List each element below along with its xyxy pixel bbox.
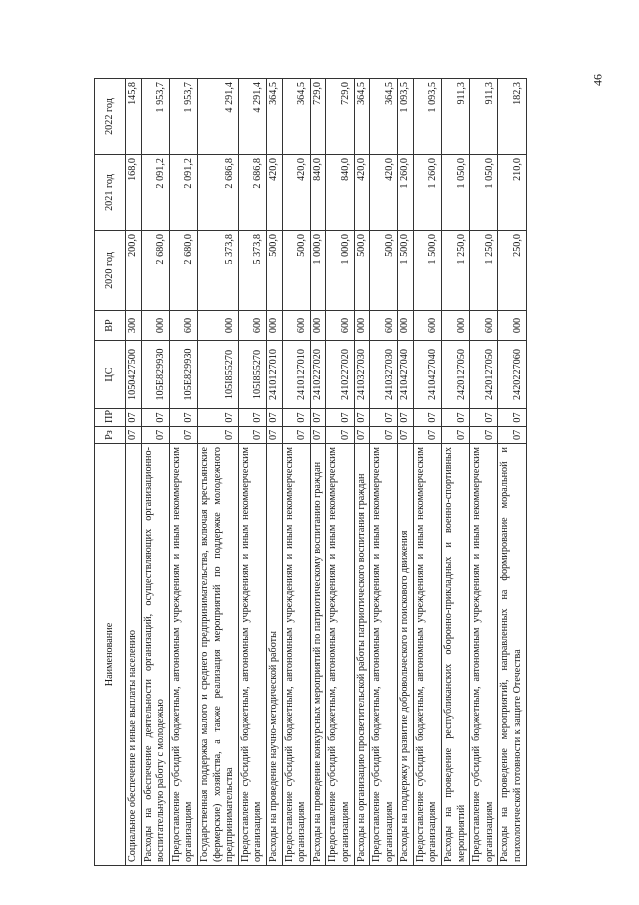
cell-2022: 182,3	[498, 79, 526, 155]
header-cs: ЦС	[95, 341, 126, 409]
table-row	[310, 79, 326, 866]
cell-2020: 500,0	[266, 231, 282, 311]
cell-pr: 07	[470, 409, 498, 427]
cell-2021: 1 050,0	[470, 155, 498, 231]
cell-vr: 600	[370, 311, 398, 341]
cell-2020: 5 373,8	[197, 231, 238, 311]
cell-2022: 364,5	[354, 79, 370, 155]
cell-pr: 07	[310, 409, 326, 427]
cell-pr: 07	[398, 409, 414, 427]
cell-vr: 000	[266, 311, 282, 341]
cell-rz: 07	[126, 427, 142, 444]
cell-rz: 07	[326, 427, 354, 444]
cell-name: Предоставление субсидий бюджетным, автономным учреждениям и иным некоммерческим организациям	[413, 444, 441, 866]
table-row	[470, 79, 498, 866]
cell-2021: 2 091,2	[141, 155, 169, 231]
cell-cs: 2420127050	[442, 341, 470, 409]
cell-2021: 840,0	[326, 155, 354, 231]
cell-pr: 07	[442, 409, 470, 427]
cell-cs: 2410427040	[413, 341, 441, 409]
cell-cs: 2410227020	[326, 341, 354, 409]
cell-rz: 07	[442, 427, 470, 444]
cell-2022: 364,5	[370, 79, 398, 155]
budget-table	[94, 78, 527, 866]
table-row	[398, 79, 414, 866]
table-row	[126, 79, 142, 866]
cell-vr: 600	[470, 311, 498, 341]
cell-rz: 07	[470, 427, 498, 444]
rotated-table-container	[94, 79, 534, 866]
cell-2021: 1 050,0	[442, 155, 470, 231]
cell-rz: 07	[141, 427, 169, 444]
cell-name: Государственная поддержка малого и среднего предпринимательства, включая крестьянские (фермерские) хозяйства, а также реализация мероприятий по поддержке молодежного предпринимательства	[197, 444, 238, 866]
cell-vr: 600	[238, 311, 266, 341]
cell-2022: 364,5	[266, 79, 282, 155]
cell-2022: 1 093,5	[398, 79, 414, 155]
cell-pr: 07	[282, 409, 310, 427]
cell-2020: 500,0	[354, 231, 370, 311]
cell-2022: 911,3	[442, 79, 470, 155]
table-row	[354, 79, 370, 866]
cell-pr: 07	[326, 409, 354, 427]
table-row	[413, 79, 441, 866]
cell-rz: 07	[282, 427, 310, 444]
header-vr: ВР	[95, 311, 126, 341]
cell-2020: 2 680,0	[169, 231, 197, 311]
cell-rz: 07	[498, 427, 526, 444]
cell-vr: 000	[398, 311, 414, 341]
cell-name: Предоставление субсидий бюджетным, автономным учреждениям и иным некоммерческим организациям	[238, 444, 266, 866]
table-row	[197, 79, 238, 866]
cell-2020: 1 000,0	[310, 231, 326, 311]
cell-cs: 2410127010	[282, 341, 310, 409]
cell-2020: 250,0	[498, 231, 526, 311]
cell-2020: 200,0	[126, 231, 142, 311]
cell-2021: 2 686,8	[197, 155, 238, 231]
cell-vr: 600	[413, 311, 441, 341]
cell-2022: 4 291,4	[197, 79, 238, 155]
cell-rz: 07	[169, 427, 197, 444]
cell-2021: 840,0	[310, 155, 326, 231]
cell-2022: 729,0	[326, 79, 354, 155]
cell-2020: 1 500,0	[413, 231, 441, 311]
cell-cs: 1050427500	[126, 341, 142, 409]
cell-2020: 1 500,0	[398, 231, 414, 311]
table-row	[282, 79, 310, 866]
header-pr: ПР	[95, 409, 126, 427]
table-row	[498, 79, 526, 866]
cell-2020: 500,0	[370, 231, 398, 311]
cell-vr: 000	[141, 311, 169, 341]
page-number: 46	[590, 74, 605, 86]
cell-vr: 600	[169, 311, 197, 341]
table-row	[326, 79, 354, 866]
cell-cs: 105I855270	[238, 341, 266, 409]
cell-2020: 5 373,8	[238, 231, 266, 311]
cell-name: Социальное обеспечение и иные выплаты населению	[126, 444, 142, 866]
cell-2021: 1 260,0	[413, 155, 441, 231]
cell-2021: 420,0	[354, 155, 370, 231]
cell-2020: 1 250,0	[470, 231, 498, 311]
cell-vr: 000	[498, 311, 526, 341]
cell-pr: 07	[413, 409, 441, 427]
cell-name: Расходы на обеспечение деятельности организаций, осуществляющих организационно-воспитательную работу с молодежью	[141, 444, 169, 866]
cell-vr: 000	[354, 311, 370, 341]
cell-pr: 07	[169, 409, 197, 427]
cell-name: Предоставление субсидий бюджетным, автономным учреждениям и иным некоммерческим организациям	[470, 444, 498, 866]
cell-vr: 000	[442, 311, 470, 341]
table-row	[266, 79, 282, 866]
header-name: Наименование	[95, 444, 126, 866]
cell-cs: 105I855270	[197, 341, 238, 409]
cell-2021: 2 091,2	[169, 155, 197, 231]
cell-2020: 2 680,0	[141, 231, 169, 311]
cell-2022: 4 291,4	[238, 79, 266, 155]
cell-vr: 600	[282, 311, 310, 341]
table-row	[370, 79, 398, 866]
cell-name: Расходы на поддержку и развитие добровольческого и поискового движения	[398, 444, 414, 866]
cell-2022: 145,8	[126, 79, 142, 155]
cell-pr: 07	[126, 409, 142, 427]
cell-2021: 1 260,0	[398, 155, 414, 231]
cell-vr: 600	[326, 311, 354, 341]
header-2022: 2022 год	[95, 79, 126, 155]
cell-pr: 07	[266, 409, 282, 427]
cell-cs: 2420227060	[498, 341, 526, 409]
header-rz: Рз	[95, 427, 126, 444]
cell-2022: 1 093,5	[413, 79, 441, 155]
cell-cs: 105E829930	[169, 341, 197, 409]
cell-2021: 2 686,8	[238, 155, 266, 231]
cell-name: Предоставление субсидий бюджетным, автономным учреждениям и иным некоммерческим организациям	[282, 444, 310, 866]
cell-cs: 2420127050	[470, 341, 498, 409]
cell-name: Расходы на организацию просветительской работы патриотического воспитания граждан	[354, 444, 370, 866]
table-header-row	[95, 79, 126, 866]
cell-name: Предоставление субсидий бюджетным, автономным учреждениям и иным некоммерческим организациям	[370, 444, 398, 866]
cell-pr: 07	[498, 409, 526, 427]
cell-vr: 000	[310, 311, 326, 341]
cell-2022: 364,5	[282, 79, 310, 155]
cell-rz: 07	[413, 427, 441, 444]
cell-pr: 07	[197, 409, 238, 427]
cell-2022: 911,3	[470, 79, 498, 155]
cell-2021: 420,0	[370, 155, 398, 231]
cell-name: Расходы на проведение научно-методической работы	[266, 444, 282, 866]
table-row	[141, 79, 169, 866]
cell-pr: 07	[370, 409, 398, 427]
cell-vr: 300	[126, 311, 142, 341]
cell-2021: 420,0	[282, 155, 310, 231]
table-row	[442, 79, 470, 866]
cell-2020: 1 000,0	[326, 231, 354, 311]
cell-cs: 2410327030	[354, 341, 370, 409]
cell-rz: 07	[238, 427, 266, 444]
cell-2021: 420,0	[266, 155, 282, 231]
cell-rz: 07	[370, 427, 398, 444]
header-2021: 2021 год	[95, 155, 126, 231]
cell-name: Расходы на проведение конкурсных мероприятий по патриотическому воспитанию граждан	[310, 444, 326, 866]
cell-cs: 2410127010	[266, 341, 282, 409]
table-row	[169, 79, 197, 866]
cell-2020: 500,0	[282, 231, 310, 311]
cell-rz: 07	[266, 427, 282, 444]
cell-2022: 1 953,7	[141, 79, 169, 155]
cell-rz: 07	[197, 427, 238, 444]
cell-2021: 168,0	[126, 155, 142, 231]
cell-name: Предоставление субсидий бюджетным, автономным учреждениям и иным некоммерческим организациям	[326, 444, 354, 866]
header-2020: 2020 год	[95, 231, 126, 311]
cell-2020: 1 250,0	[442, 231, 470, 311]
cell-cs: 105E829930	[141, 341, 169, 409]
table-row	[238, 79, 266, 866]
cell-2021: 210,0	[498, 155, 526, 231]
cell-pr: 07	[354, 409, 370, 427]
cell-vr: 000	[197, 311, 238, 341]
cell-cs: 2410427040	[398, 341, 414, 409]
cell-pr: 07	[141, 409, 169, 427]
cell-name: Предоставление субсидий бюджетным, автономным учреждениям и иным некоммерческим организациям	[169, 444, 197, 866]
cell-2022: 1 953,7	[169, 79, 197, 155]
cell-rz: 07	[398, 427, 414, 444]
cell-cs: 2410227020	[310, 341, 326, 409]
cell-rz: 07	[310, 427, 326, 444]
cell-name: Расходы на проведение республиканских оборонно-прикладных и военно-спортивных мероприятий	[442, 444, 470, 866]
cell-cs: 2410327030	[370, 341, 398, 409]
cell-2022: 729,0	[310, 79, 326, 155]
cell-rz: 07	[354, 427, 370, 444]
cell-pr: 07	[238, 409, 266, 427]
cell-name: Расходы на проведение мероприятий, направленных на формирование моральной и психологической готовности к защите Отечества	[498, 444, 526, 866]
